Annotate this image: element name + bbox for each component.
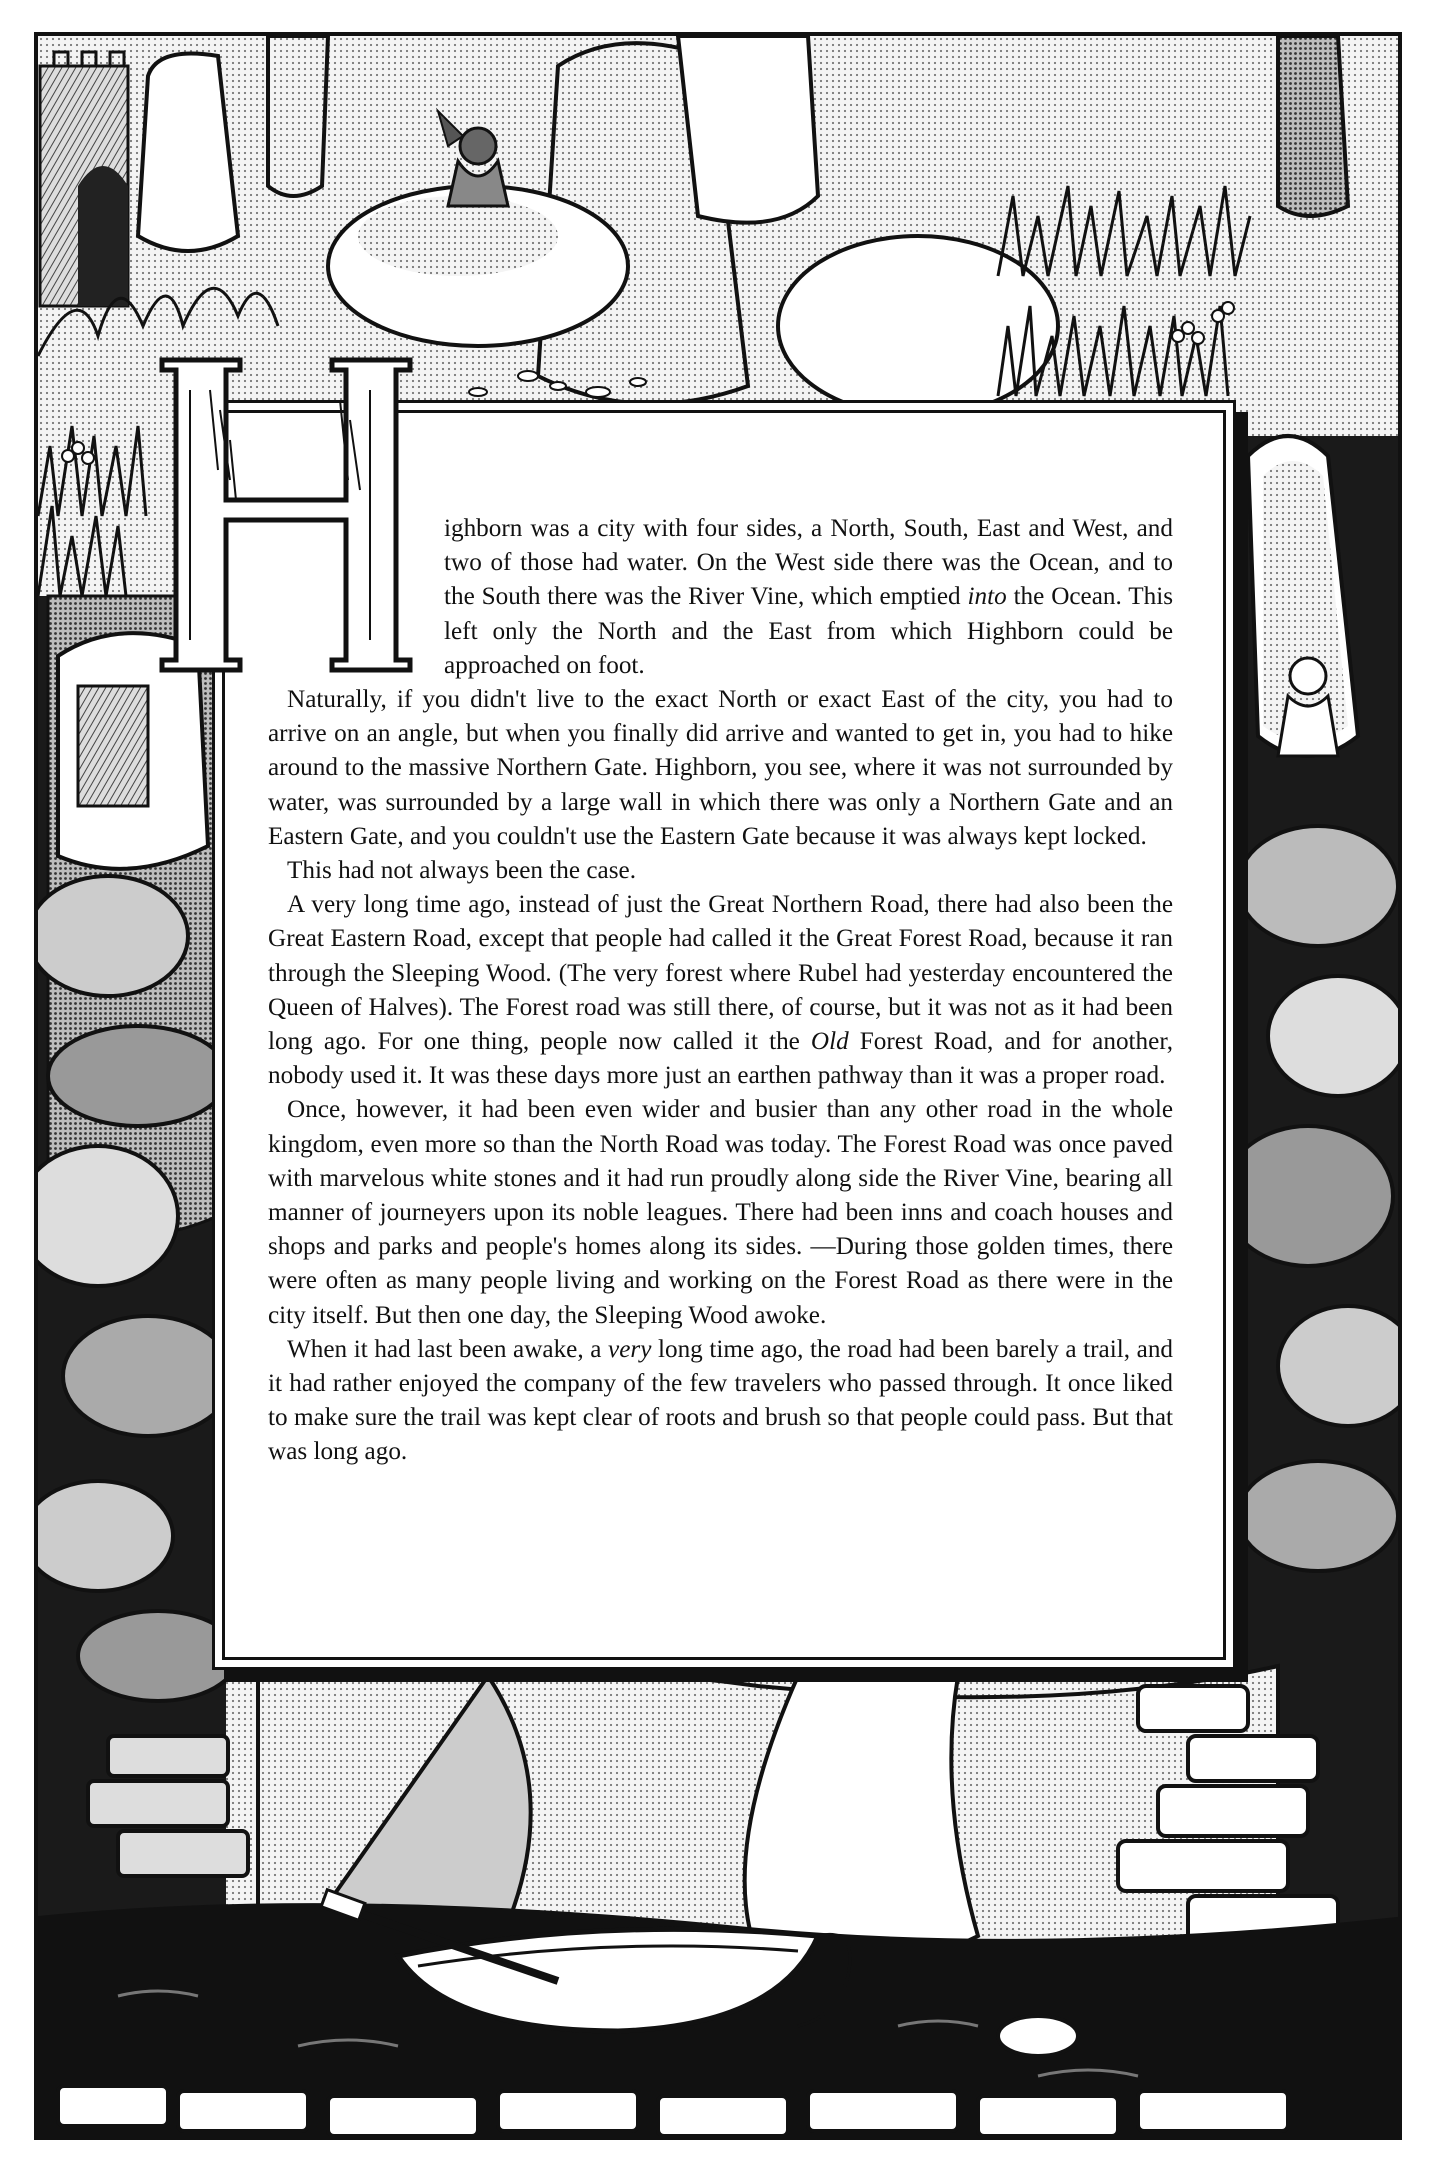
paragraph-1 xyxy=(268,512,1173,683)
story-text xyxy=(268,512,1173,1470)
paragraph-2: Naturally, if you didn't live to the exact North or exact East of the city, you had to arrive on an angle, but when you finally did arrive and wanted to get in, you had to hike around to the massive Northern Gate. Highborn, you see, where it was not surrounded by water, was surrounded by a large wall in which there was only a Northern Gate and an Eastern Gate, and you couldn't use the Eastern Gate because it was always kept locked. xyxy=(268,686,1173,850)
drop-cap-text: H xyxy=(285,552,293,563)
paragraph-6: When it had last been awake, a very long time ago, the road had been barely a trail, and it had rather enjoyed the company of the few travelers who passed through. It once liked to make sure the trail was kept clear of roots and brush so that people could pass. But that was long ago. xyxy=(268,1335,1174,1466)
paragraph-3: This had not always been the case. xyxy=(287,857,637,885)
paragraph-1-text: ighborn was a city with four sides, a North, South, East and West, and two of those had water. On the West side there was the Ocean, and to the South there was the River Vine, which emptied into the Ocean. This left only the North and the East from which Highborn could be approached on foot. xyxy=(444,515,1173,679)
paragraph-5: Once, however, it had been even wider and busier than any other road in the whole kingdom, even more so than the North Road was today. The Forest Road was once paved with marvelous white stones and it had run proudly along side the River Vine, bearing all manner of journeyers upon its noble leagues. There had been inns and coach houses and shops and parks and people's homes along its sides. —During those golden times, there were often as many people living and working on the Forest Road as there were in the city itself. But then one day, the Sleeping Wood awoke. xyxy=(268,1096,1173,1329)
castle xyxy=(40,52,128,306)
paragraph-4: A very long time ago, instead of just the Great Northern Road, there had also been the Great Eastern Road, except that people had called it the Great Forest Road, because it ran through the Sleeping Wood. (The very forest where Rubel had yesterday encountered the Queen of Halves). The Forest road was still there, of course, but it was not as it had been long ago. For one thing, people now called it the Old Forest Road, and for another, nobody used it. It was these days more just an earthen pathway than it was a proper road. xyxy=(268,891,1173,1090)
